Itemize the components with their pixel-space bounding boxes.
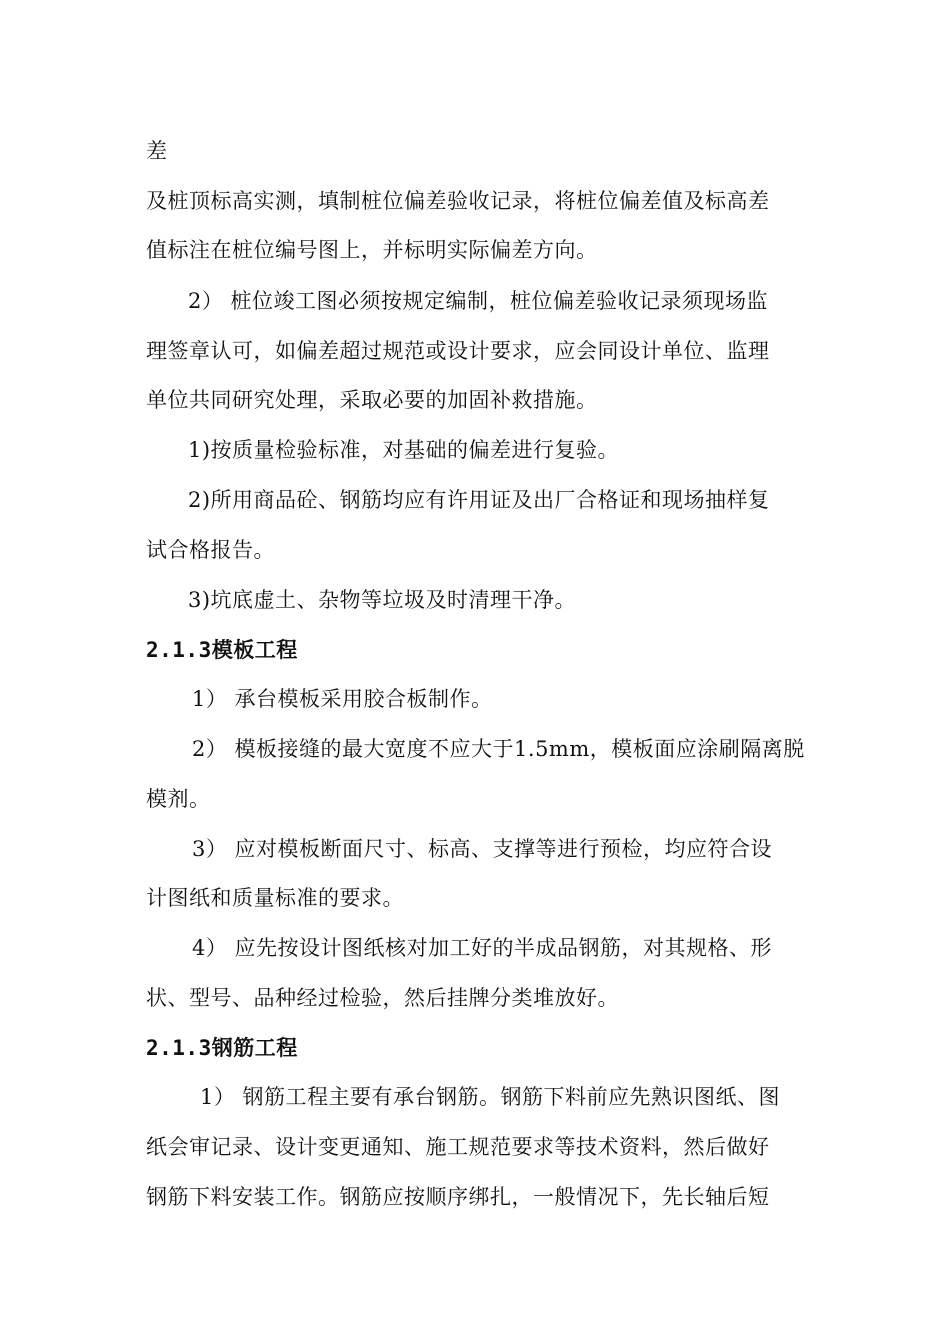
- text-line: 值标注在桩位编号图上，并标明实际偏差方向。: [146, 238, 598, 262]
- section-heading: 2.1.3钢筋工程: [146, 1036, 298, 1060]
- text-line: 钢筋下料安装工作。钢筋应按顺序绑扎，一般情况下，先长轴后短: [146, 1185, 770, 1209]
- text-line: 差: [146, 139, 168, 163]
- text-line: 4） 应先按设计图纸核对加工好的半成品钢筋，对其规格、形: [192, 936, 773, 960]
- text-line: 3） 应对模板断面尺寸、标高、支撑等进行预检，均应符合设: [192, 837, 773, 861]
- text-line: 状、型号、品种经过检验，然后挂牌分类堆放好。: [146, 986, 619, 1010]
- text-line: 模剂。: [146, 787, 211, 811]
- text-line: 计图纸和质量标准的要求。: [146, 886, 404, 910]
- text-line: 单位共同研究处理，采取必要的加固补救措施。: [146, 388, 598, 412]
- text-line: 纸会审记录、设计变更通知、施工规范要求等技术资料，然后做好: [146, 1135, 770, 1159]
- text-line: 2） 模板接缝的最大宽度不应大于1.5mm，模板面应涂刷隔离脱: [192, 737, 805, 761]
- section-heading: 2.1.3模板工程: [146, 638, 298, 662]
- text-line: 1） 钢筋工程主要有承台钢筋。钢筋下料前应先熟识图纸、图: [200, 1085, 781, 1109]
- text-line: 试合格报告。: [146, 538, 275, 562]
- text-line: 理签章认可，如偏差超过规范或设计要求，应会同设计单位、监理: [146, 339, 770, 363]
- text-line: 及桩顶标高实测，填制桩位偏差验收记录，将桩位偏差值及标高差: [146, 189, 770, 213]
- text-line: 1)按质量检验标准，对基础的偏差进行复验。: [188, 438, 620, 462]
- text-line: 1） 承台模板采用胶合板制作。: [192, 687, 493, 711]
- text-line: 3)坑底虚土、杂物等垃圾及时清理干净。: [188, 588, 577, 612]
- text-line: 2)所用商品砼、钢筋均应有许用证及出厂合格证和现场抽样复: [188, 488, 770, 512]
- text-line: 2） 桩位竣工图必须按规定编制，桩位偏差验收记录须现场监: [188, 289, 769, 313]
